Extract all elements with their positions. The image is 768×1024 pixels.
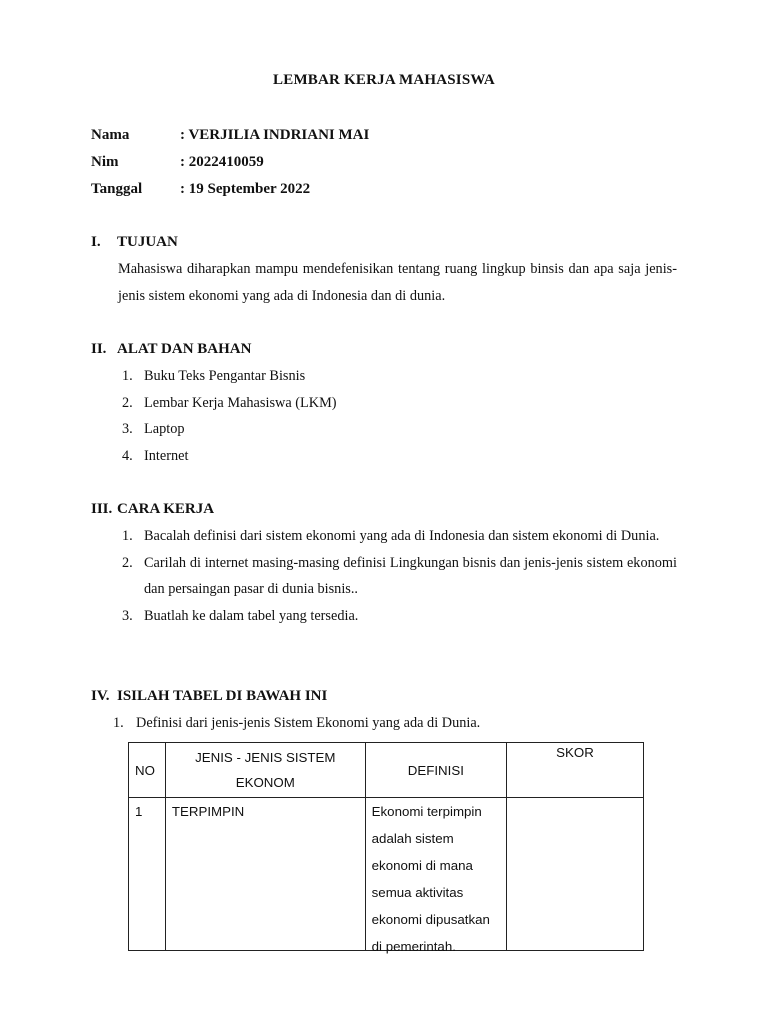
info-label: Tanggal: [91, 181, 143, 197]
header-jenis-line: JENIS - JENIS SISTEM: [195, 750, 336, 765]
tujuan-paragraph: Mahasiswa diharapkan mampu mendefenisikan tentang ruang lingkup binsis dan apa saja jenis-jenis sistem ekonomi yang ada di Indonesia dan di dunia.: [118, 261, 677, 304]
info-value: : 19 September 2022: [180, 181, 311, 197]
list-item: [118, 603, 677, 630]
section-heading-alat-dan-bahan: [91, 341, 251, 358]
cell-jenis: [165, 798, 365, 951]
alat-dan-bahan-list: [118, 363, 677, 469]
info-value: : 2022410059: [180, 154, 264, 170]
row-jenis: TERPIMPIN: [171, 804, 245, 819]
list-item: [118, 390, 677, 417]
list-text: Laptop: [144, 421, 185, 437]
list-text: Carilah di internet masing-masing definisi Lingkungan bisnis dan jenis-jenis sistem ekonomi dan persaingan pasar di dunia bisnis..: [144, 554, 677, 597]
definisi-line: semua aktivitas: [371, 885, 464, 900]
cara-kerja-list: [118, 523, 677, 629]
list-item: [118, 550, 677, 603]
header-cell-skor: [507, 743, 644, 798]
info-row-nim: [91, 154, 264, 171]
info-row-tanggal: [91, 181, 310, 198]
list-item: [118, 443, 677, 470]
list-number: 3.: [122, 421, 133, 437]
header-skor: SKOR: [556, 745, 594, 760]
list-text: Internet: [144, 447, 189, 464]
definisi-line: di pemerintah.: [371, 939, 456, 954]
document-title: LEMBAR KERJA MAHASISWA: [273, 72, 495, 88]
section-number: IV.: [91, 688, 110, 704]
header-cell-jenis: [165, 743, 365, 798]
definisi-line: ekonomi di mana: [371, 858, 473, 873]
section-number: III.: [91, 501, 113, 517]
section-title: ALAT DAN BAHAN: [117, 341, 252, 357]
sistem-ekonomi-table: [128, 742, 644, 954]
section-number: I.: [91, 234, 101, 250]
cell-definisi: [365, 798, 506, 954]
info-label: Nama: [91, 127, 130, 143]
list-text: Lembar Kerja Mahasiswa (LKM): [144, 394, 337, 411]
list-text: Buku Teks Pengantar Bisnis: [144, 368, 306, 384]
header-cell-no: [129, 743, 166, 798]
definisi-line: ekonomi dipusatkan: [371, 912, 490, 927]
table-header-row: [129, 743, 644, 798]
section-heading-cara-kerja: [91, 501, 214, 518]
header-cell-definisi: [365, 743, 506, 798]
list-number: 1.: [122, 528, 133, 544]
info-row-nama: [91, 127, 369, 144]
row-no: 1: [135, 804, 143, 819]
list-number: 1.: [122, 368, 133, 384]
header-jenis: [195, 745, 335, 795]
section-number: II.: [91, 341, 107, 357]
section-heading-isilah-tabel: [91, 688, 327, 705]
info-label: Nim: [91, 154, 119, 170]
list-text: Definisi dari jenis-jenis Sistem Ekonomi yang ada di Dunia.: [136, 715, 481, 731]
list-number: 1.: [113, 715, 124, 731]
list-number: 2.: [122, 394, 133, 411]
definisi-line: adalah sistem: [371, 831, 454, 846]
row-definisi: [366, 798, 506, 954]
info-value: : VERJILIA INDRIANI MAI: [180, 127, 370, 143]
header-jenis-line: EKONOM: [235, 775, 295, 790]
section-title: ISILAH TABEL DI BAWAH INI: [117, 688, 328, 704]
list-item: [118, 523, 677, 550]
section-title: CARA KERJA: [117, 501, 215, 517]
header-no: NO: [135, 762, 155, 778]
section-heading-tujuan: [91, 234, 178, 251]
table-row: [129, 798, 644, 951]
section-title: TUJUAN: [117, 234, 178, 250]
list-item: [118, 363, 677, 390]
list-item: [118, 416, 677, 443]
header-definisi: DEFINISI: [407, 762, 464, 778]
cell-skor: [507, 798, 644, 951]
list-number: 2.: [122, 554, 133, 571]
definisi-line: Ekonomi terpimpin: [371, 804, 482, 819]
list-number: 3.: [122, 607, 133, 624]
list-text: Buatlah ke dalam tabel yang tersedia.: [144, 607, 359, 624]
table-instruction: [113, 715, 480, 732]
list-number: 4.: [122, 447, 133, 464]
list-text: Bacalah definisi dari sistem ekonomi yang ada di Indonesia dan sistem ekonomi di Dunia.: [144, 528, 660, 544]
cell-no: [129, 798, 166, 951]
